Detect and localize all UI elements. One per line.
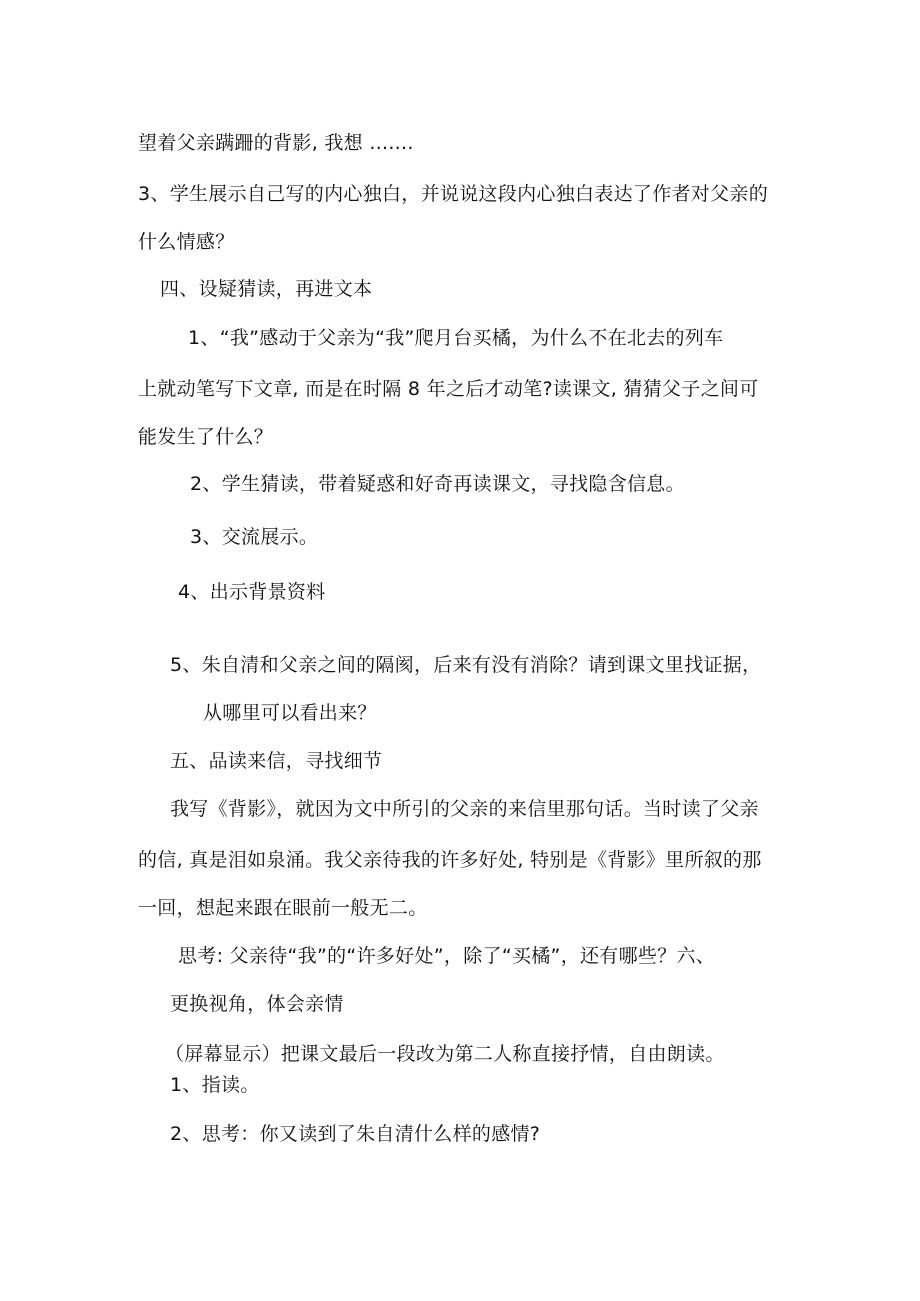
text-line: 从哪里可以看出来？: [203, 702, 377, 724]
text-line: （屏幕显示）把课文最后一段改为第二人称直接抒情，自由朗读。: [165, 1043, 725, 1065]
text-line: 一回，想起来跟在眼前一般无二。: [138, 897, 428, 919]
text-line: 思考: 父亲待“我”的“许多好处”，除了“买橘”，还有哪些？六、: [178, 945, 716, 967]
text-line: 什么情感？: [138, 231, 235, 253]
section-heading: 五、品读来信，寻找细节: [170, 750, 383, 772]
text-line: 1、指读。: [170, 1074, 260, 1096]
text-line: 2、思考：你又读到了朱自清什么样的感情?: [170, 1123, 541, 1145]
text-line: 上就动笔写下文章, 而是在时隔 8 年之后才动笔?读课文, 猜猜父子之间可: [138, 378, 759, 400]
text-line: 3、学生展示自己写的内心独白，并说说这段内心独白表达了作者对父亲的: [138, 183, 768, 205]
text-line: 3、交流展示。: [190, 526, 319, 548]
text-line: 更换视角，体会亲情: [170, 993, 344, 1015]
text-line: 望着父亲蹒跚的背影, 我想 .......: [138, 132, 414, 154]
text-line: 能发生了什么？: [138, 426, 274, 448]
text-line: 我写《背影》，就因为文中所引的父亲的来信里那句话。当时读了父亲: [170, 798, 759, 820]
text-line: 5、朱自清和父亲之间的隔阂，后来有没有消除？请到课文里找证据，: [170, 654, 762, 676]
text-line: 1、“我”感动于父亲为“我”爬月台买橘，为什么不在北去的列车: [188, 327, 724, 349]
text-line: 2、学生猜读，带着疑惑和好奇再读课文，寻找隐含信息。: [190, 473, 685, 495]
section-heading: 四、设疑猜读，再进文本: [160, 278, 373, 300]
text-line: 的信, 真是泪如泉涌。我父亲待我的许多好处, 特别是《背影》里所叙的那: [138, 849, 762, 871]
text-line: 4、出示背景资料: [178, 581, 326, 603]
